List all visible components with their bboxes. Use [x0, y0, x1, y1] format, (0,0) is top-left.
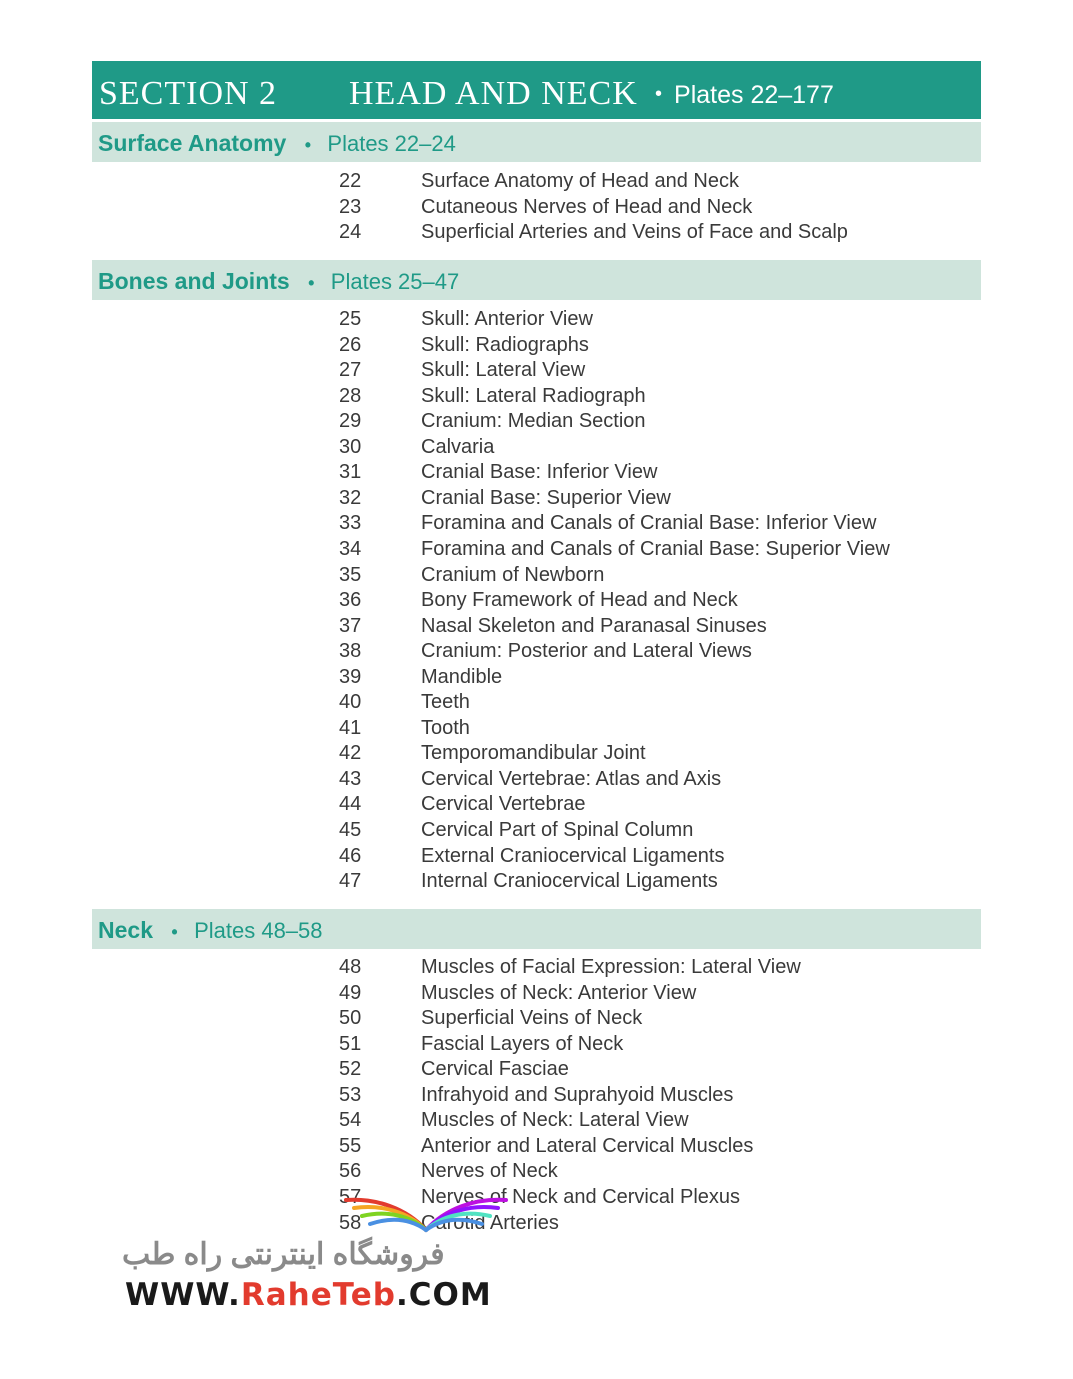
plate-title: Internal Craniocervical Ligaments	[421, 870, 718, 893]
toc-entry	[0, 640, 1073, 666]
toc-entry	[0, 615, 1073, 641]
toc-entry	[0, 742, 1073, 768]
plate-number: 34	[339, 537, 362, 560]
toc-entry	[0, 1135, 1073, 1161]
plate-title: Cervical Vertebrae	[421, 793, 586, 816]
plate-title: Cervical Part of Spinal Column	[421, 819, 694, 841]
plate-number: 43	[339, 767, 362, 790]
toc-entry	[0, 538, 1073, 564]
plate-title: Cervical Vertebrae: Atlas and Axis	[421, 767, 722, 790]
plate-number: 29	[339, 410, 362, 433]
plate-title: Tooth	[421, 716, 470, 739]
toc-entry	[0, 793, 1073, 819]
plate-number: 46	[339, 844, 362, 867]
plate-number: 53	[339, 1083, 362, 1106]
plate-number: 49	[339, 981, 362, 1004]
plate-title: Cranial Base: Superior View	[421, 486, 671, 509]
section-title: HEAD AND NECK	[349, 75, 638, 112]
plate-number: 57	[339, 1185, 362, 1208]
plate-title: Skull: Anterior View	[421, 308, 593, 330]
toc-entry	[0, 982, 1073, 1008]
plate-title: Nasal Skeleton and Paranasal Sinuses	[421, 614, 767, 637]
plate-number: 36	[339, 589, 362, 612]
toc-entry	[0, 1058, 1073, 1084]
plate-number: 22	[339, 170, 362, 192]
plate-number: 56	[339, 1160, 362, 1183]
toc-entry	[0, 691, 1073, 717]
plate-title: Nerves of Neck and Cervical Plexus	[421, 1185, 741, 1208]
plate-title: Teeth	[421, 691, 470, 714]
toc-entry	[0, 564, 1073, 590]
plate-title: Cranium: Posterior and Lateral Views	[421, 640, 752, 663]
plate-number: 38	[339, 640, 362, 663]
plate-title: Infrahyoid and Suprahyoid Muscles	[421, 1083, 734, 1106]
plate-title: Cutaneous Nerves of Head and Neck	[421, 195, 753, 218]
plate-number: 33	[339, 512, 362, 535]
plate-title: Anterior and Lateral Cervical Muscles	[421, 1134, 754, 1157]
toc-entry	[0, 1084, 1073, 1110]
plate-title: Superficial Veins of Neck	[421, 1007, 643, 1030]
plate-number: 41	[339, 716, 362, 739]
plate-title: Cranium: Median Section	[421, 410, 646, 433]
subsection-title	[98, 130, 456, 157]
plate-number: 42	[339, 742, 362, 765]
plate-title: Skull: Lateral Radiograph	[421, 384, 646, 407]
plate-title: Bony Framework of Head and Neck	[421, 589, 738, 612]
section-header	[92, 61, 981, 119]
plate-number: 24	[339, 221, 362, 244]
watermark-url	[125, 1277, 492, 1313]
subsection-bullet: •	[304, 135, 312, 155]
toc-entry	[0, 410, 1073, 436]
plate-number: 51	[339, 1032, 362, 1055]
toc-entry	[0, 1033, 1073, 1059]
toc-entry	[0, 819, 1073, 845]
plate-number: 44	[339, 793, 362, 816]
toc-entry	[0, 845, 1073, 871]
plate-number: 32	[339, 486, 362, 509]
toc-entry	[0, 436, 1073, 462]
plate-number: 50	[339, 1007, 362, 1030]
section-plates	[655, 81, 834, 110]
plate-number: 25	[339, 308, 362, 330]
watermark-persian-text: فروشگاه اینترنتی راه طب	[122, 1238, 445, 1271]
subsection-header-bones-and-joints	[92, 260, 981, 300]
toc-entry	[0, 308, 1073, 334]
toc-entry	[0, 1007, 1073, 1033]
open-book-logo-icon	[336, 1178, 516, 1238]
plate-title: Calvaria	[421, 435, 495, 458]
toc-entry	[0, 221, 1073, 247]
subsection-name: Bones and Joints	[98, 268, 290, 294]
plate-title: Cranial Base: Inferior View	[421, 461, 658, 484]
plate-number: 23	[339, 195, 362, 218]
plate-number: 58	[339, 1211, 362, 1234]
toc-entry	[0, 170, 1073, 196]
plate-title: Cranium of Newborn	[421, 563, 605, 586]
plate-title: Foramina and Canals of Cranial Base: Inferior View	[421, 512, 877, 535]
subsection-header-surface-anatomy	[92, 122, 981, 162]
url-prefix: WWW.	[125, 1277, 241, 1313]
plate-title: Muscles of Neck: Anterior View	[421, 981, 697, 1004]
plate-title: Skull: Radiographs	[421, 333, 589, 356]
subsection-title	[98, 917, 323, 944]
subsection-plates: Plates 48–58	[194, 918, 323, 943]
plate-number: 39	[339, 665, 362, 688]
toc-entry	[0, 956, 1073, 982]
toc-entry	[0, 334, 1073, 360]
plate-number: 48	[339, 956, 362, 978]
toc-entry	[0, 359, 1073, 385]
toc-entry	[0, 589, 1073, 615]
url-brand: RaheTeb	[240, 1277, 396, 1313]
toc-entry	[0, 717, 1073, 743]
plate-title: Carotid Arteries	[421, 1211, 559, 1234]
url-suffix: .COM	[395, 1277, 492, 1313]
plate-number: 40	[339, 691, 362, 714]
plate-number: 55	[339, 1134, 362, 1157]
plate-number: 47	[339, 870, 362, 893]
subsection-name: Neck	[98, 917, 153, 943]
plate-number: 35	[339, 563, 362, 586]
plate-title: Mandible	[421, 665, 503, 688]
plate-title: External Craniocervical Ligaments	[421, 844, 725, 867]
plate-title: Foramina and Canals of Cranial Base: Superior View	[421, 537, 890, 560]
section-plates-range: Plates 22–177	[674, 81, 834, 109]
section-bullet: •	[655, 83, 663, 105]
plate-number: 27	[339, 359, 362, 382]
subsection-bullet: •	[308, 273, 315, 293]
plate-title: Muscles of Facial Expression: Lateral View	[421, 956, 801, 978]
plate-number: 31	[339, 461, 362, 484]
plate-number: 28	[339, 384, 362, 407]
subsection-plates: Plates 22–24	[327, 131, 456, 156]
toc-entry	[0, 461, 1073, 487]
plate-number: 26	[339, 333, 362, 356]
subsection-bullet: •	[171, 922, 178, 942]
toc-entry	[0, 768, 1073, 794]
subsection-title	[98, 268, 459, 295]
plate-number: 52	[339, 1058, 362, 1081]
toc-entry	[0, 1109, 1073, 1135]
toc-entry	[0, 487, 1073, 513]
toc-entry	[0, 512, 1073, 538]
subsection-plates: Plates 25–47	[330, 269, 460, 294]
toc-entry	[0, 870, 1073, 896]
toc-entry	[0, 196, 1073, 222]
plate-title: Skull: Lateral View	[421, 359, 586, 382]
plate-number: 30	[339, 435, 362, 458]
plate-title: Muscles of Neck: Lateral View	[421, 1109, 689, 1132]
plate-number: 37	[339, 614, 362, 637]
plate-title: Surface Anatomy of Head and Neck	[421, 170, 739, 192]
plate-title: Nerves of Neck	[421, 1160, 558, 1183]
subsection-name: Surface Anatomy	[98, 130, 287, 156]
plate-number: 54	[339, 1109, 362, 1132]
toc-entry	[0, 385, 1073, 411]
plate-title: Fascial Layers of Neck	[421, 1032, 624, 1055]
plate-title: Temporomandibular Joint	[421, 742, 646, 765]
section-label: SECTION 2	[99, 75, 278, 112]
plate-title: Superficial Arteries and Veins of Face and Scalp	[421, 221, 848, 244]
plate-number: 45	[339, 819, 362, 841]
subsection-header-neck	[92, 909, 981, 949]
plate-title: Cervical Fasciae	[421, 1058, 569, 1081]
toc-entry	[0, 666, 1073, 692]
